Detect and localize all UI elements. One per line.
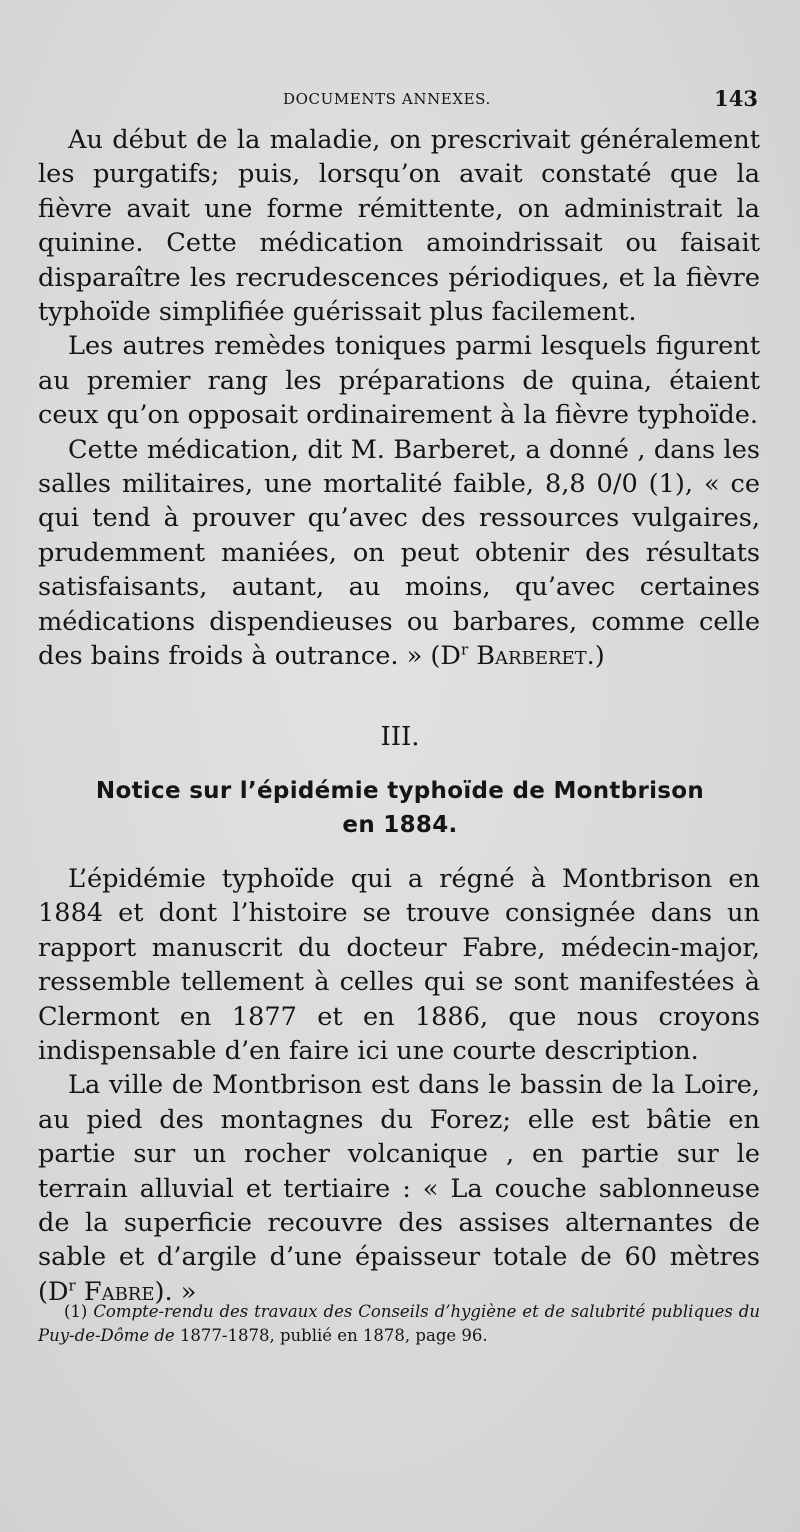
running-title: DOCUMENTS ANNEXES. xyxy=(283,90,491,108)
paragraph-5 xyxy=(38,1068,760,1309)
paragraph-5-end: ). » xyxy=(154,1276,197,1307)
paragraph-5-text: La ville de Montbrison est dans le bassin de la Loire, au pied des montagnes du Forez; elle est bâtie en partie sur un rocher volcanique , en partie sur le terrain alluvial et tertiaire : « La couche sablonneuse de la superficie recouvre des assises alternantes de sable et d’argile d’une épaisseur totale de 60 mètres (D xyxy=(38,1070,760,1307)
footnote-italic-title: Compte-rendu des travaux des Conseils d’hygiène et de salubrité publiques du Puy-de-Dôme de xyxy=(38,1302,760,1345)
section-heading-line-1: Notice sur l’épidémie typhoïde de Montbrison xyxy=(95,778,705,804)
footnote-text: 1877-1878, publié en 1878, page 96. xyxy=(179,1326,488,1345)
paragraph-3-text: Cette médication, dit M. Barberet, a donné , dans les salles militaires, une mortalité faible, 8,8 0/0 (1), « ce qui tend à prouver qu’avec des ressources vulgaires, prudemment maniées, on peut obtenir des résultats satisfaisants, autant, au moins, qu’avec certaines médications dispendieuses ou barbares, comme celle des bains froids à outrance. » (D xyxy=(38,434,760,672)
paragraph-3 xyxy=(38,433,760,674)
footnote-marker: (1) xyxy=(64,1302,88,1321)
author-name-barberet: Barberet xyxy=(468,641,587,672)
body-text-section xyxy=(38,862,760,1309)
paragraph-1: Au début de la maladie, on prescrivait généralement les purgatifs; puis, lorsqu’on avait constaté que la fièvre avait une forme rémittente, on administrait la quinine. Cette médication amoindrissait ou faisait disparaître les recrudescences périodiques, et la fièvre typhoïde simplifiée guérissait plus facilement. xyxy=(38,125,760,328)
section-number: III. xyxy=(380,722,420,752)
paragraph-3-end: .) xyxy=(586,641,605,672)
page-number: 143 xyxy=(714,86,758,111)
footnote xyxy=(38,1300,760,1348)
paragraph-4: L’épidémie typhoïde qui a régné à Montbrison en 1884 et dont l’histoire se trouve consignée dans un rapport manuscrit du docteur Fabre, médecin-major, ressemble tellement à celles qui se sont manifestées à Clermont en 1877 et en 1886, que nous croyons indispensable d’en faire ici une courte description. xyxy=(38,864,760,1067)
section-heading-line-2: en 1884. xyxy=(342,812,458,838)
paragraph-3-superscript: r xyxy=(460,640,469,659)
paragraph-5-superscript: r xyxy=(68,1276,76,1295)
body-text-top xyxy=(38,123,760,674)
paragraph-2: Les autres remèdes toniques parmi lesquels figurent au premier rang les préparations de quina, étaient ceux qu’on opposait ordinairement à la fièvre typhoïde. xyxy=(38,331,760,431)
section-heading xyxy=(40,774,760,842)
author-name-fabre: Fabre xyxy=(75,1276,155,1307)
running-head xyxy=(0,86,800,112)
